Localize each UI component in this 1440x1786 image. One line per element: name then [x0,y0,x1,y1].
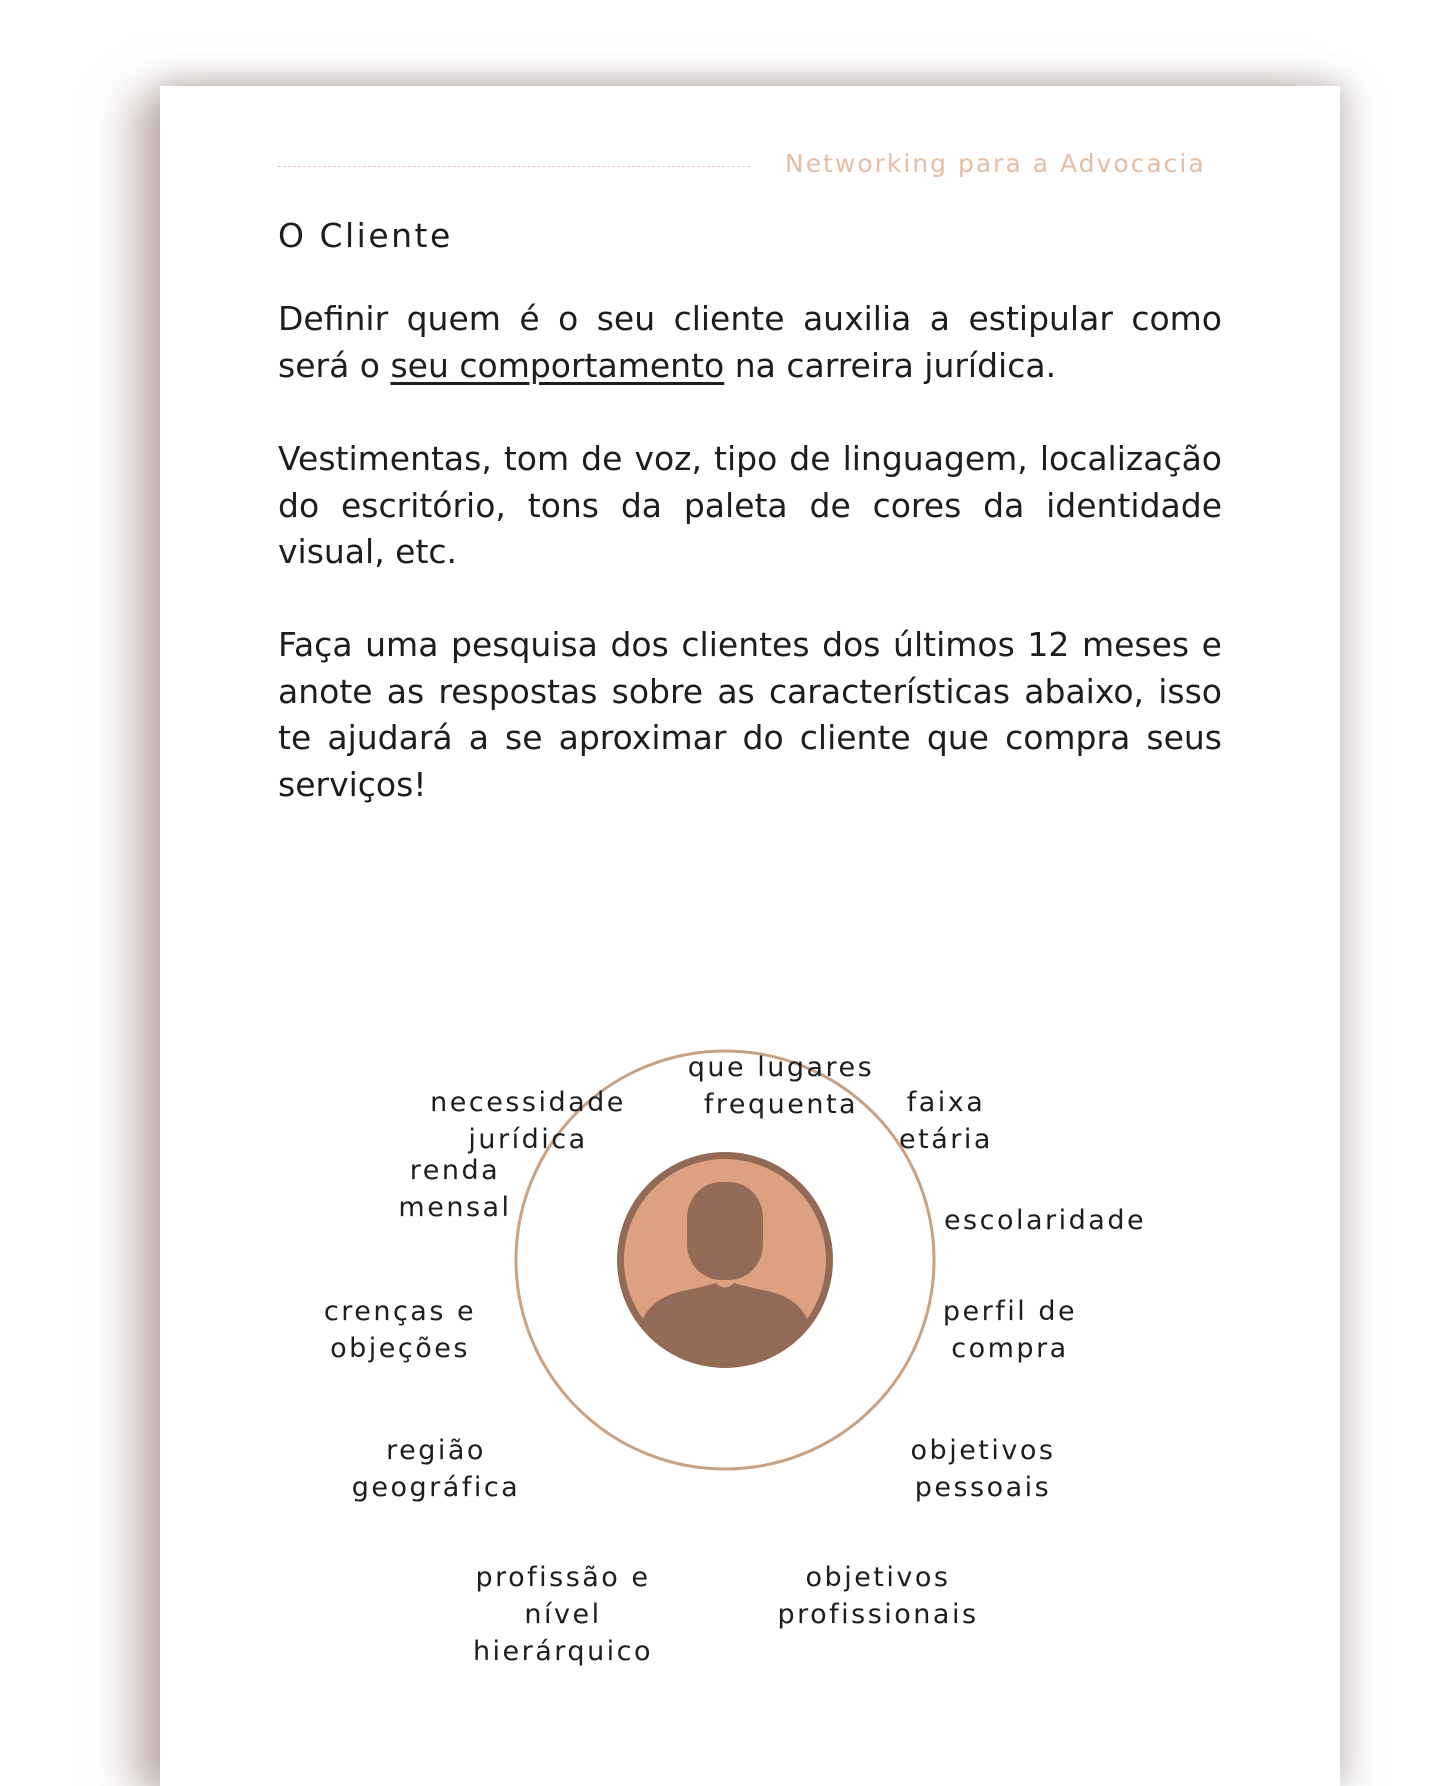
label-education: escolaridade [943,1205,1147,1236]
intro-text-start: Definir quem é o seu cliente auxilia a estipular como será o [278,299,1222,385]
behavior-link: seu comportamento [390,345,725,385]
header-divider [278,166,750,167]
label-beliefs-objections: crenças e objeções [323,1296,477,1364]
avatar-head [687,1182,763,1280]
label-profession-level: profissão e nível hierárquico [472,1562,654,1667]
label-legal-need: necessidade jurídica [430,1087,626,1155]
label-personal-goals: objetivos pessoais [910,1435,1056,1503]
section-heading: O Cliente [278,216,453,255]
client-characteristics-diagram [160,936,1340,1716]
research-paragraph: Faça uma pesquisa dos clientes dos últimos 12 meses e anote as respostas sobre as características abaixo, isso te ajudará a se aproximar do cliente que compra seus serviços! [278,625,1222,804]
intro-text-end: na carreira jurídica. [724,345,1057,385]
label-age-range: faixa etária [899,1087,993,1155]
label-purchase-profile: perfil de compra [942,1296,1078,1364]
label-places: que lugares frequenta [687,1052,875,1120]
user-avatar-icon [617,1152,833,1376]
label-professional-goals: objetivos profissionais [777,1562,979,1630]
document-page [160,86,1340,1786]
attributes-paragraph: Vestimentas, tom de voz, tipo de linguagem, localização do escritório, tons da paleta de cores da identidade visual, etc. [278,439,1222,571]
label-region: região geográfica [351,1435,521,1503]
header-title: Networking para a Advocacia [785,149,1206,178]
label-monthly-income: renda mensal [398,1155,512,1223]
intro-paragraph [278,296,1222,389]
